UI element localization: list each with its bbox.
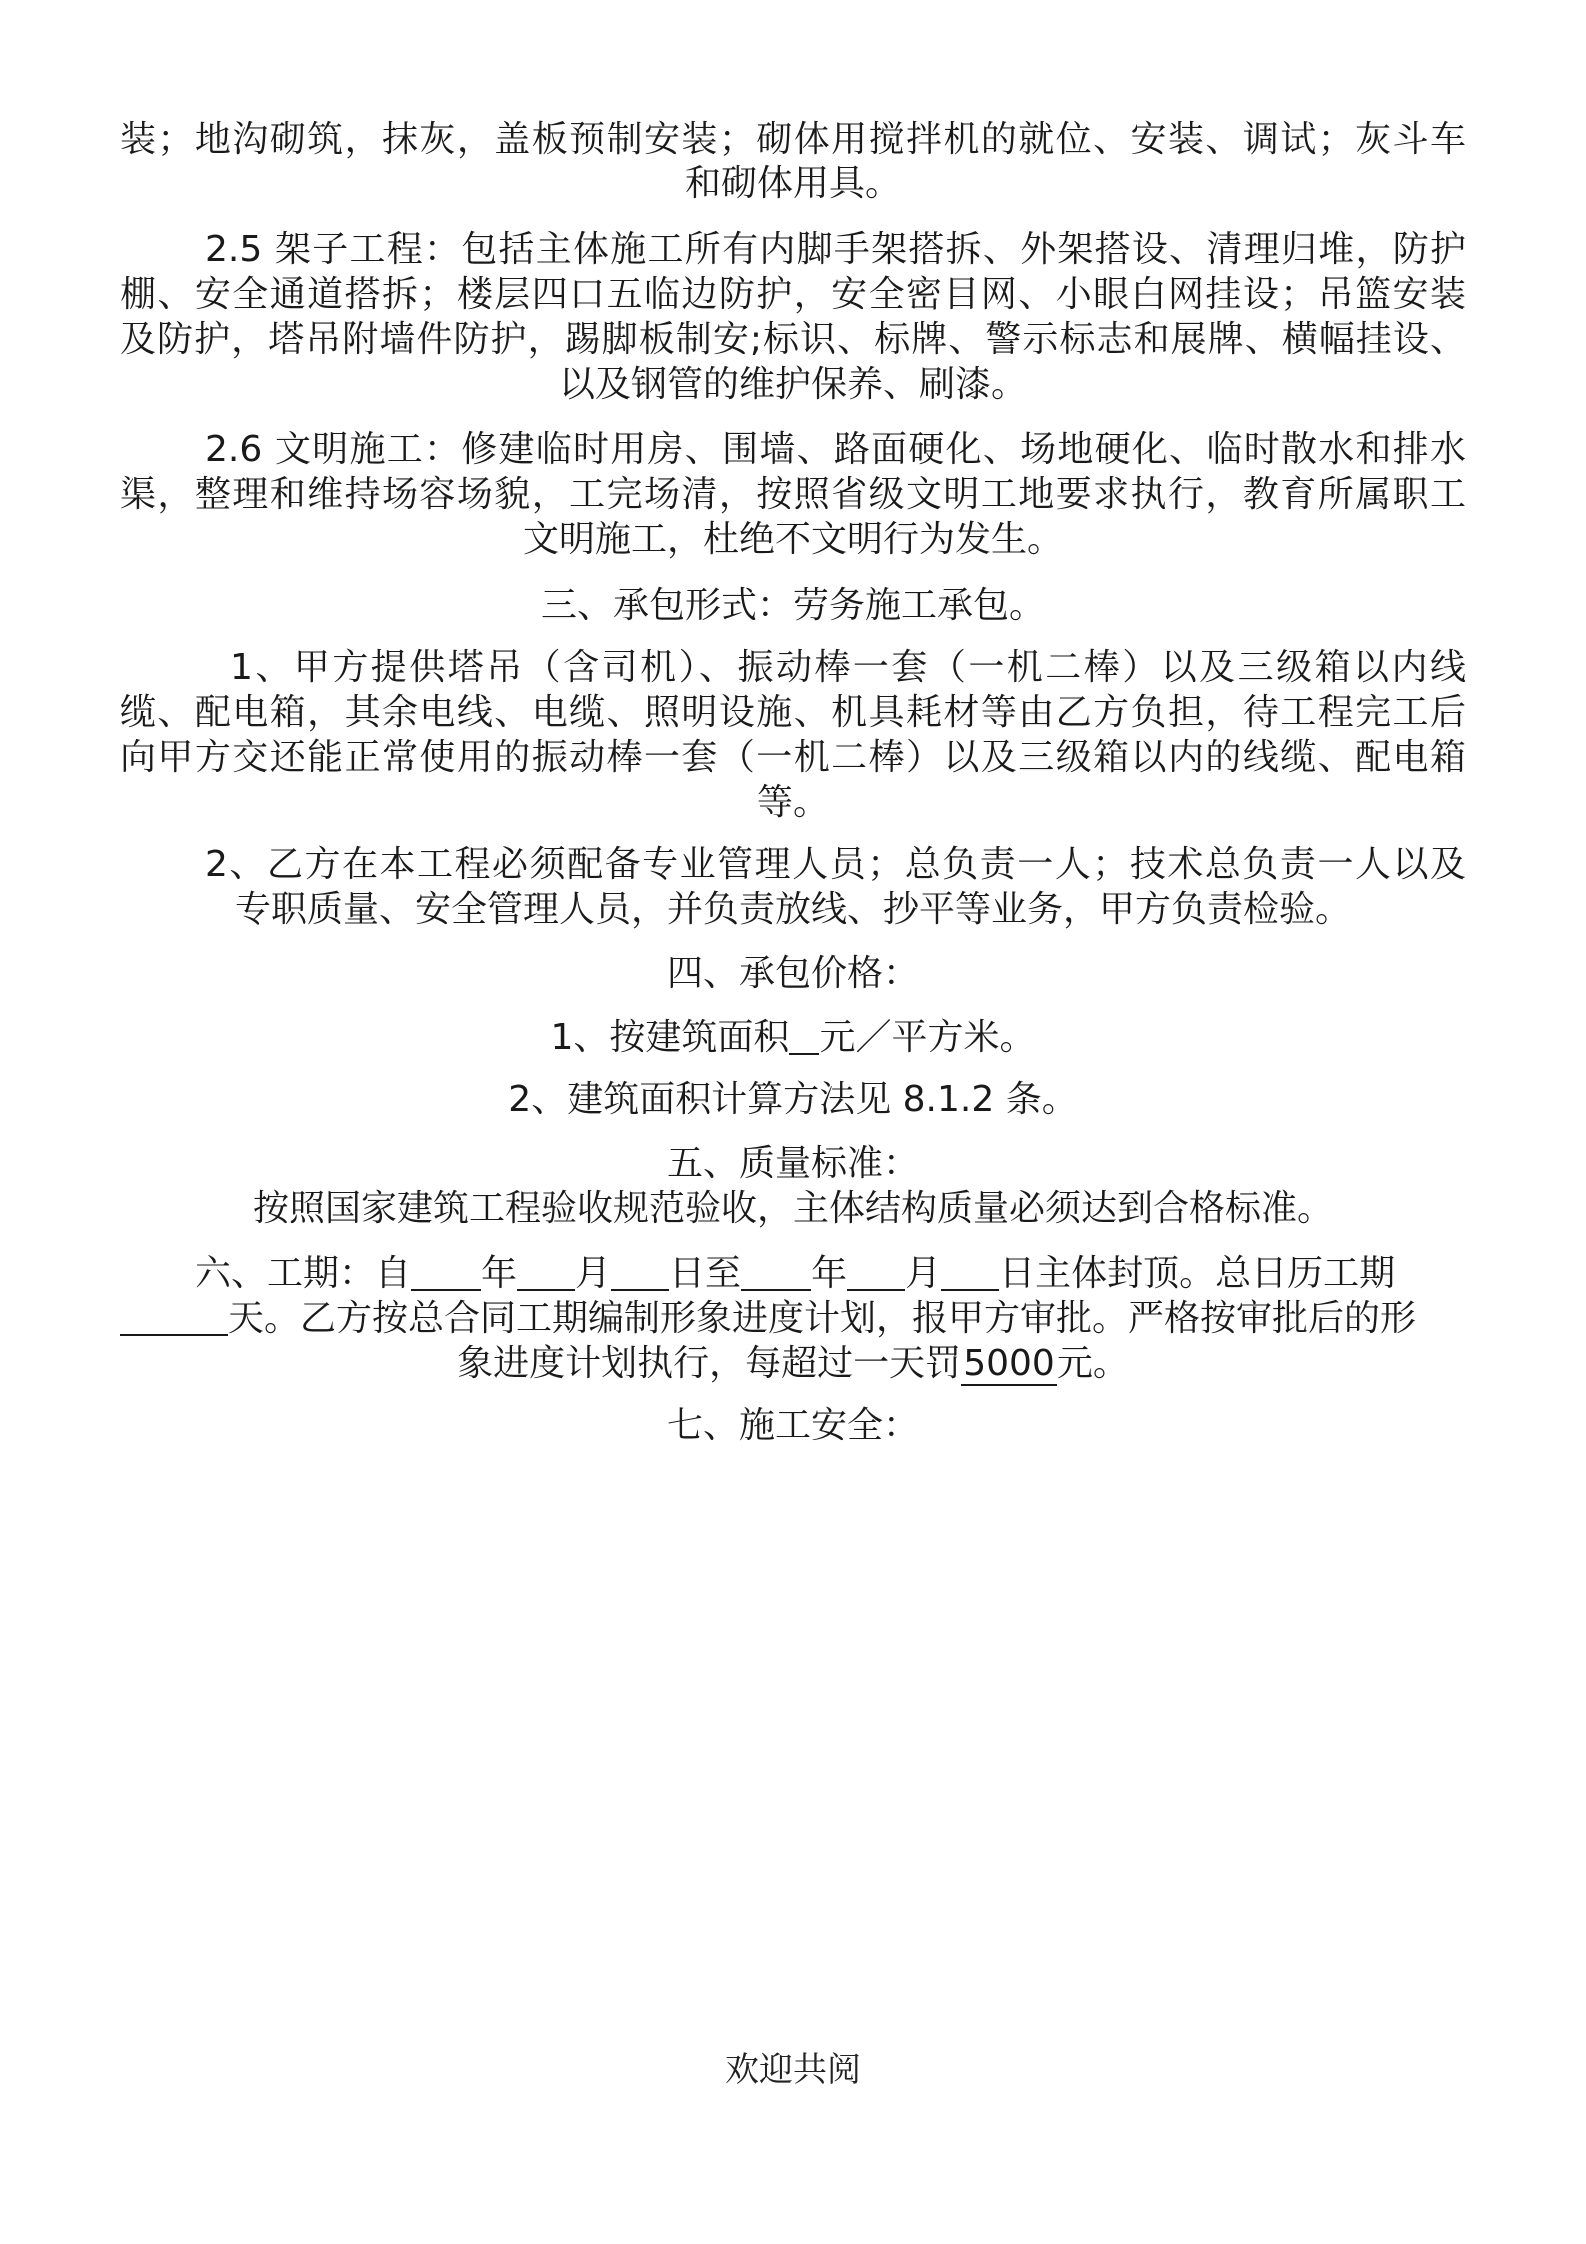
schedule-line-3 — [120, 1342, 1466, 1386]
section-heading: 五、质量标准： — [666, 1143, 919, 1184]
schedule-text: 元。 — [1056, 1343, 1129, 1384]
blank-start-month — [517, 1253, 575, 1291]
penalty-amount: 5000 — [963, 1343, 1055, 1384]
text-line: 2.5 架子工程：包括主体施工所有内脚手架搭拆、外架搭设、清理归堆，防护 — [205, 229, 1466, 270]
schedule-line-2 — [120, 1297, 1466, 1341]
schedule-text: 年 — [811, 1253, 848, 1294]
blank-end-day — [941, 1253, 999, 1291]
schedule-text: 六、工期：自 — [195, 1253, 412, 1294]
price-before: 1、按建筑面积 — [550, 1017, 790, 1058]
schedule-text: 象进度计划执行，每超过一天罚 — [457, 1343, 962, 1384]
schedule-text: 日主体封顶。总日历工期 — [999, 1253, 1396, 1294]
text-line: 和砌体用具。 — [684, 163, 901, 204]
text-line: 2、乙方在本工程必须配备专业管理人员；总负责一人；技术总负责一人以及 — [205, 844, 1466, 885]
blank-total-days — [120, 1298, 228, 1336]
schedule-line-1 — [195, 1252, 1466, 1296]
blank-end-month — [847, 1253, 905, 1291]
schedule-text: 天。乙方按总合同工期编制形象进度计划，报甲方审批。严格按审批后的形 — [228, 1298, 1417, 1339]
price-blank — [789, 1017, 819, 1055]
text-line: 棚、安全通道搭拆；楼层四口五临边防护，安全密目网、小眼白网挂设；吊篮安装 — [120, 274, 1466, 315]
blank-start-day — [611, 1253, 669, 1291]
text-line: 1、甲方提供塔吊（含司机）、振动棒一套（一机二棒）以及三级箱以内线 — [230, 647, 1466, 688]
text-line: 2、建筑面积计算方法见 8.1.2 条。 — [508, 1079, 1078, 1120]
price-after: 元／平方米。 — [819, 1017, 1036, 1058]
text-line: 文明施工，杜绝不文明行为发生。 — [522, 519, 1063, 560]
text-line: 按照国家建筑工程验收规范验收，主体结构质量必须达到合格标准。 — [252, 1188, 1333, 1229]
text-line: 专职质量、安全管理人员，并负责放线、抄平等业务，甲方负责检验。 — [234, 889, 1351, 930]
schedule-text: 月 — [905, 1253, 942, 1294]
price-line — [120, 1016, 1466, 1060]
schedule-text: 年 — [481, 1253, 518, 1294]
blank-end-year — [741, 1253, 811, 1291]
schedule-text: 月 — [575, 1253, 612, 1294]
section-heading: 四、承包价格： — [666, 953, 919, 994]
text-line: 2.6 文明施工：修建临时用房、围墙、路面硬化、场地硬化、临时散水和排水 — [205, 429, 1466, 470]
text-line: 等。 — [756, 782, 829, 823]
text-line: 缆、配电箱，其余电线、电缆、照明设施、机具耗材等由乙方负担，待工程完工后 — [120, 692, 1466, 733]
text-line: 以及钢管的维护保养、刷漆。 — [558, 364, 1027, 405]
schedule-text: 日至 — [669, 1253, 742, 1294]
footer-watermark: 欢迎共阅 — [725, 2050, 861, 2090]
section-heading: 七、施工安全： — [666, 1405, 919, 1446]
section-heading: 三、承包形式：劳务施工承包。 — [540, 585, 1045, 626]
text-line: 渠，整理和维持场容场貌，工完场清，按照省级文明工地要求执行，教育所属职工 — [120, 474, 1466, 515]
text-line: 及防护，塔吊附墙件防护，踢脚板制安;标识、标牌、警示标志和展牌、横幅挂设、 — [120, 319, 1466, 360]
text-line: 向甲方交还能正常使用的振动棒一套（一机二棒）以及三级箱以内的线缆、配电箱 — [120, 737, 1466, 778]
text-line: 装；地沟砌筑，抹灰，盖板预制安装；砌体用搅拌机的就位、安装、调试；灰斗车 — [120, 119, 1466, 160]
blank-start-year — [411, 1253, 481, 1291]
